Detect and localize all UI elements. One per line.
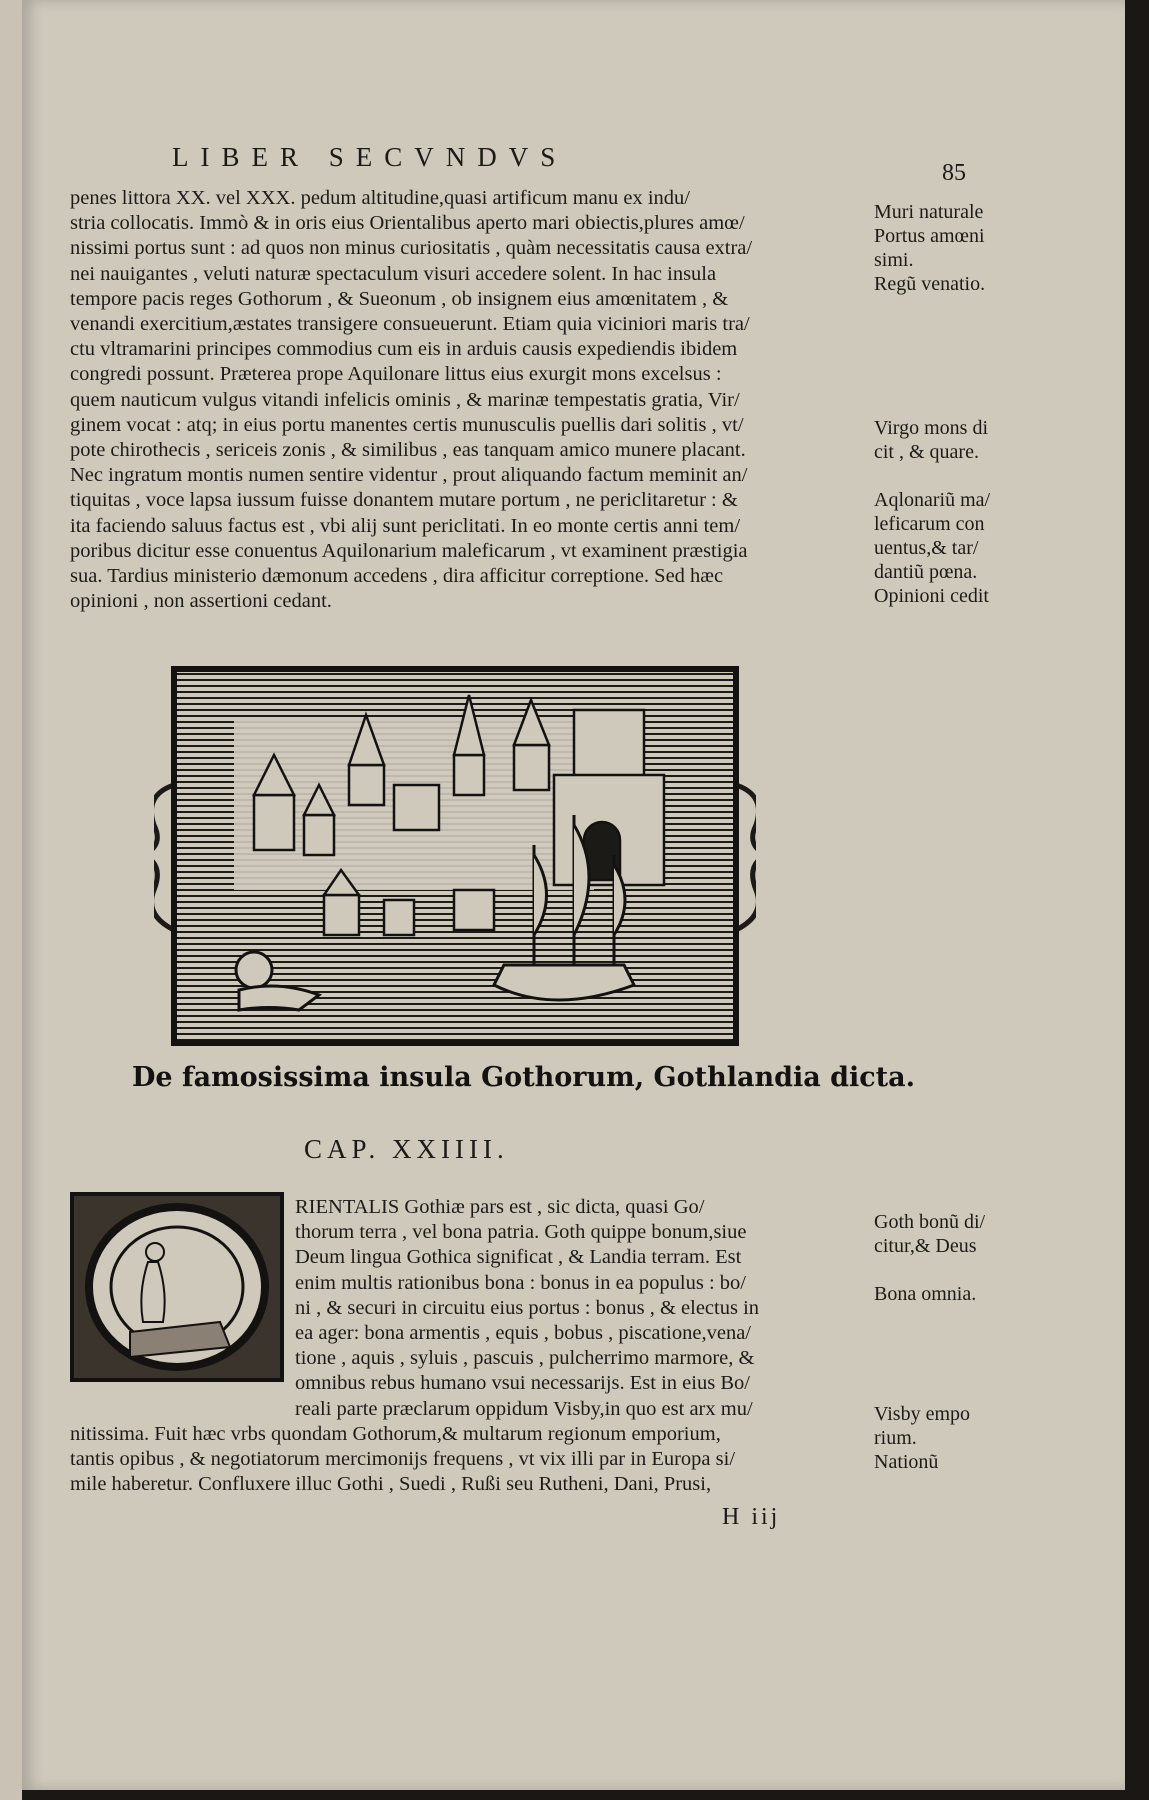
margin-note: Visby empo bbox=[874, 1403, 971, 1425]
text-line: venandi exercitium,æstates transigere consueuerunt. Etiam quia viciniori maris tra/ bbox=[70, 313, 750, 336]
text-line: congredi possunt. Præterea prope Aquilonare littus eius exurgit mons excelsus : bbox=[70, 363, 722, 386]
margin-note: cit , & quare. bbox=[874, 441, 979, 463]
text-line: nei nauigantes , veluti naturæ spectaculum visuri accedere solent. In hac insula bbox=[70, 262, 717, 285]
text-line: tantis opibus , & negotiatorum mercimonijs frequens , vt vix illi par in Europa si/ bbox=[70, 1448, 736, 1471]
text-line: Nec ingratum montis numen sentire videntur , prout aliquando factum meminit an/ bbox=[70, 464, 748, 487]
margin-note bbox=[874, 368, 1014, 392]
text-line: reali parte præclarum oppidum Visby,in quo est arx mu/ bbox=[295, 1397, 753, 1420]
book-page bbox=[22, 0, 1125, 1790]
margin-note: Goth bonũ di/ bbox=[874, 1211, 986, 1233]
text-line: mile haberetur. Confluxere illuc Gothi , Suedi , Rußi seu Rutheni, Dani, Prusi, bbox=[70, 1473, 712, 1496]
margin-note: rium. bbox=[874, 1427, 917, 1449]
paragraph-2-full bbox=[70, 1422, 865, 1498]
text-line: tempore pacis reges Gothorum , & Sueonum , ob insignem eius amœnitatem , & bbox=[70, 287, 729, 310]
running-head: LIBER SECVNDVS bbox=[172, 142, 568, 172]
text-line: ginem vocat : atq; in eius portu manentes certis munusculis puellis dari solitis , vt/ bbox=[70, 413, 744, 436]
margin-note bbox=[874, 1354, 1014, 1378]
text-line: nissimi portus sunt : ad quos non minus curiositatis , quàm necessitatis causa extra/ bbox=[70, 237, 753, 260]
text-line: penes littora XX. vel XXX. pedum altitudine,quasi artificum manu ex indu/ bbox=[70, 187, 690, 209]
text-line: tione , aquis , syluis , pascuis , pulcherrimo marmore, & bbox=[295, 1347, 755, 1370]
decorated-initial-o bbox=[70, 1192, 284, 1382]
margin-note: Bona omnia. bbox=[874, 1283, 977, 1305]
margin-note: citur,& Deus bbox=[874, 1235, 977, 1257]
binding-edge bbox=[0, 0, 22, 1800]
margin-note bbox=[874, 344, 1014, 368]
margin-note: leficarum con bbox=[874, 513, 985, 535]
margin-notes-bottom bbox=[874, 1210, 1014, 1474]
text-line: ctu vltramarini principes commodius cum eis in arduis causis expediendis ibidem bbox=[70, 338, 738, 361]
margin-note: simi. bbox=[874, 249, 914, 271]
text-line: sua. Tardius ministerio dæmonum accedens , dira afficitur correptione. Sed hæc bbox=[70, 565, 724, 588]
illustration-caption: De famosissima insula Gothorum, Gothlandia dicta. bbox=[132, 1062, 916, 1093]
margin-note: Nationũ bbox=[874, 1451, 939, 1473]
text-line: thorum terra , vel bona patria. Goth quippe bonum,siue bbox=[295, 1221, 747, 1244]
text-line: pote chirothecis , sericeis zonis , & similibus , eas tanquam amico munere placant. bbox=[70, 439, 746, 462]
margin-note bbox=[874, 392, 1014, 416]
text-line: tiquitas , voce lapsa iussum fuisse donantem mutare portum , ne periclitaretur : & bbox=[70, 489, 738, 512]
margin-note: uentus,& tar/ bbox=[874, 537, 979, 559]
margin-note: dantiũ pœna. bbox=[874, 561, 978, 583]
page-number: 85 bbox=[942, 160, 966, 186]
text-line: opinioni , non assertioni cedant. bbox=[70, 590, 332, 613]
text-line: ea ager: bona armentis , equis , bobus , piscatione,vena/ bbox=[295, 1322, 751, 1345]
text-line: nitissima. Fuit hæc vrbs quondam Gothorum,& multarum regionum emporium, bbox=[70, 1423, 721, 1445]
signature-mark: H iij bbox=[722, 1504, 781, 1530]
margin-note bbox=[874, 1330, 1014, 1354]
text-line: enim multis rationibus bona : bonus in ea populus : bo/ bbox=[295, 1271, 746, 1294]
margin-note: Opinioni cedit bbox=[874, 585, 989, 607]
text-line: RIENTALIS Gothiæ pars est , sic dicta, quasi Go/ bbox=[295, 1196, 705, 1218]
margin-notes-top bbox=[874, 200, 1014, 608]
paragraph-1 bbox=[70, 186, 865, 614]
margin-note: Portus amœni bbox=[874, 225, 985, 247]
margin-note bbox=[874, 1378, 1014, 1402]
margin-note: Regũ venatio. bbox=[874, 273, 986, 295]
text-line: ni , & securi in circuitu eius portus : bonus , & electus in bbox=[295, 1296, 760, 1319]
margin-note bbox=[874, 1258, 1014, 1282]
paragraph-2-indented bbox=[295, 1195, 865, 1422]
margin-note bbox=[874, 1306, 1014, 1330]
margin-note bbox=[874, 464, 1014, 488]
text-line: poribus dicitur esse conuentus Aquilonarium maleficarum , vt examinent præstigia bbox=[70, 539, 748, 562]
woodcut-illustration bbox=[154, 665, 756, 1047]
chapter-heading: CAP. XXIIII. bbox=[304, 1134, 509, 1164]
text-line: omnibus rebus humano vsui necessarijs. Est in eius Bo/ bbox=[295, 1372, 750, 1395]
text-line: quem nauticum vulgus vitandi infelicis ominis , & marinæ tempestatis gratia, Vir/ bbox=[70, 388, 740, 411]
margin-note: Virgo mons di bbox=[874, 417, 988, 439]
text-line: Deum lingua Gothica significat , & Landia terram. Est bbox=[295, 1246, 742, 1269]
margin-note bbox=[874, 320, 1014, 344]
margin-note: Muri naturale bbox=[874, 201, 984, 223]
margin-note: Aqlonariũ ma/ bbox=[874, 489, 991, 511]
margin-note bbox=[874, 296, 1014, 320]
text-line: stria collocatis. Immò & in oris eius Orientalibus aperto mari obiectis,plures amœ/ bbox=[70, 212, 745, 235]
text-line: ita faciendo saluus factus est , vbi alij sunt periclitati. In eo monte certis anni tem/ bbox=[70, 514, 741, 537]
